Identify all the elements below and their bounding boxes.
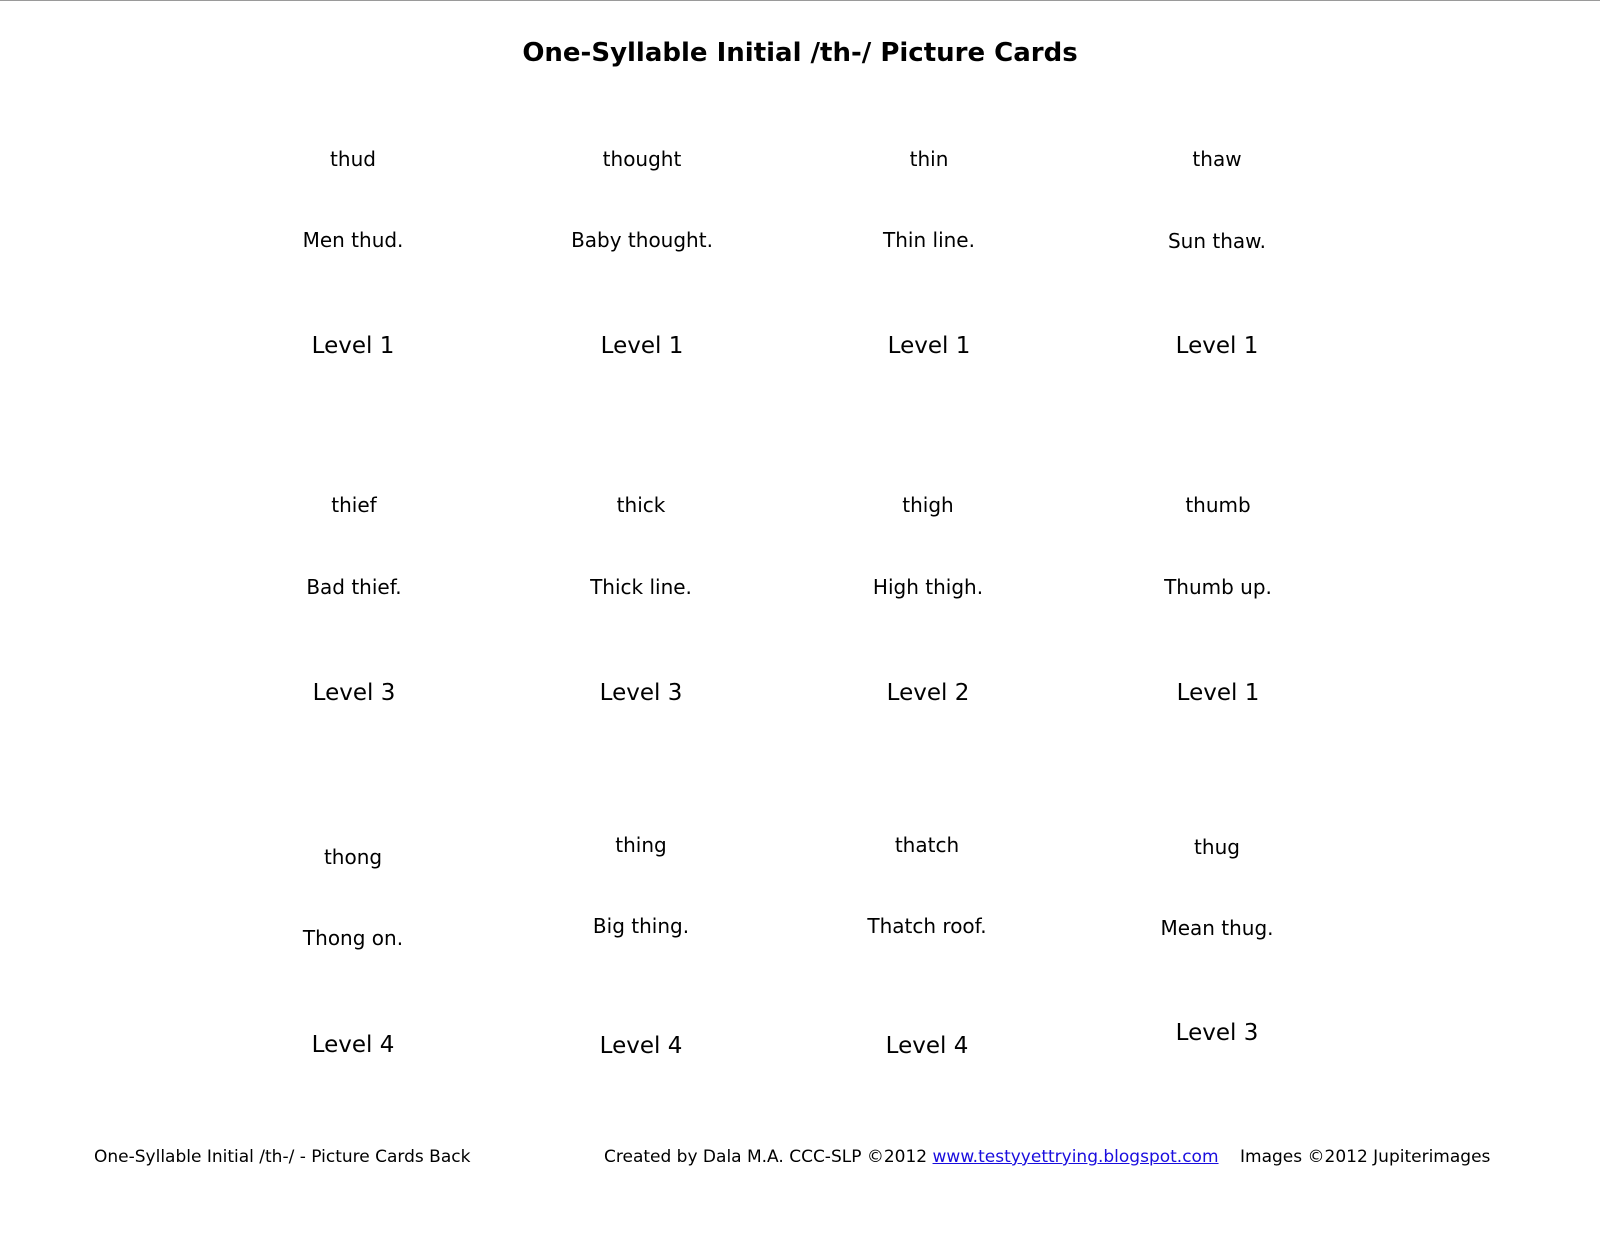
card-word: thief [331,493,377,517]
card-sentence: Sun thaw. [1167,229,1267,253]
card-word: thud [330,147,376,171]
card-sentence: High thigh. [872,575,984,599]
blog-link[interactable]: www.testyyettrying.blogspot.com [932,1147,1219,1167]
card-level: Level 1 [1176,680,1260,706]
card-level: Level 1 [311,333,395,359]
card-sentence: Thin line. [883,228,975,252]
card-word: thick [616,493,666,517]
card-sentence: Thong on. [302,926,404,950]
card-word: thigh [902,493,954,517]
card-word: thatch [894,833,960,857]
card-word: thin [909,147,949,171]
card-level: Level 3 [599,680,683,706]
footer-credit [604,1149,1219,1166]
card-level: Level 2 [886,680,970,706]
card-level: Level 3 [312,680,396,706]
card-level: Level 1 [887,333,971,359]
card-word: thaw [1192,147,1242,171]
card-level: Level 3 [1175,1020,1259,1046]
card-word: thought [602,147,682,171]
card-sentence: Men thud. [302,228,404,252]
card-sentence: Big thing. [592,914,690,938]
card-level: Level 1 [600,333,684,359]
card-sentence: Thumb up. [1164,575,1272,599]
card-sentence: Thick line. [590,575,692,599]
card-sentence: Thatch roof. [867,914,987,938]
footer-image-credit: Images ©2012 Jupiterimages [1240,1147,1491,1167]
card-word: thong [323,845,383,869]
card-level: Level 4 [599,1033,683,1059]
card-level: Level 4 [885,1033,969,1059]
footer-credit-text: Created by Dala M.A. CCC-SLP ©2012 [604,1147,928,1167]
card-sentence: Bad thief. [306,575,402,599]
card-word: thug [1194,835,1240,859]
footer-document-label: One-Syllable Initial /th-/ - Picture Cards Back [94,1147,471,1167]
card-sentence: Mean thug. [1160,916,1274,940]
card-word: thumb [1185,493,1251,517]
page-title: One-Syllable Initial /th-/ Picture Cards [522,38,1078,68]
card-sentence: Baby thought. [571,228,713,252]
card-word: thing [615,833,667,857]
card-level: Level 4 [311,1032,395,1058]
card-level: Level 1 [1175,333,1259,359]
